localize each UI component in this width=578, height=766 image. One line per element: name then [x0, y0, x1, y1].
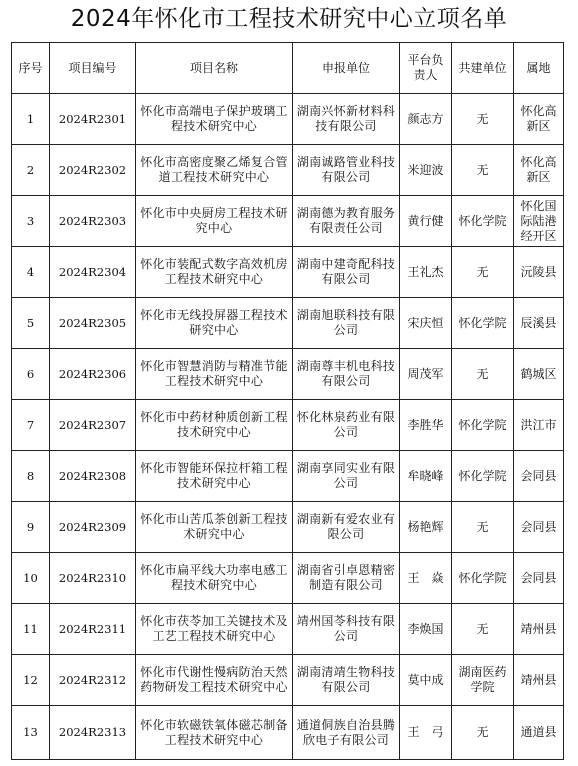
cell-area: 怀化高新区 — [514, 145, 564, 196]
cell-no: 9 — [12, 502, 50, 553]
cell-area: 靖州县 — [514, 604, 564, 655]
cell-code: 2024R2312 — [50, 655, 136, 706]
cell-unit: 湖南德为教育服务有限责任公司 — [293, 196, 400, 247]
cell-person: 李焕国 — [400, 604, 452, 655]
cell-person: 米迎波 — [400, 145, 452, 196]
table-row — [12, 145, 564, 196]
cell-area: 怀化国际陆港经开区 — [514, 196, 564, 247]
cell-area: 沅陵县 — [514, 247, 564, 298]
header-name: 项目名称 — [136, 43, 293, 94]
cell-code: 2024R2309 — [50, 502, 136, 553]
cell-co: 无 — [452, 604, 514, 655]
cell-name: 怀化市中央厨房工程技术研究中心 — [136, 196, 293, 247]
cell-name: 怀化市代谢性慢病防治天然药物研发工程技术研究中心 — [136, 655, 293, 706]
cell-co: 怀化学院 — [452, 451, 514, 502]
cell-person: 宋庆恒 — [400, 298, 452, 349]
cell-name: 怀化市无线投屏器工程技术研究中心 — [136, 298, 293, 349]
cell-person: 周茂军 — [400, 349, 452, 400]
cell-no: 13 — [12, 706, 50, 760]
cell-no: 11 — [12, 604, 50, 655]
cell-person: 王 焱 — [400, 553, 452, 604]
cell-code: 2024R2310 — [50, 553, 136, 604]
cell-unit: 通道侗族自治县腾欣电子有限公司 — [293, 706, 400, 760]
cell-no: 1 — [12, 94, 50, 145]
cell-person: 李胜华 — [400, 400, 452, 451]
cell-code: 2024R2303 — [50, 196, 136, 247]
cell-code: 2024R2307 — [50, 400, 136, 451]
header-area: 属地 — [514, 43, 564, 94]
cell-area: 会同县 — [514, 502, 564, 553]
cell-code: 2024R2305 — [50, 298, 136, 349]
table-row — [12, 706, 564, 760]
cell-no: 10 — [12, 553, 50, 604]
cell-name: 怀化市装配式数字高效机房工程技术研究中心 — [136, 247, 293, 298]
cell-unit: 湖南享同实业有限公司 — [293, 451, 400, 502]
cell-unit: 湖南省引卓恩精密制造有限公司 — [293, 553, 400, 604]
cell-area: 会同县 — [514, 451, 564, 502]
cell-person: 颜志方 — [400, 94, 452, 145]
cell-code: 2024R2304 — [50, 247, 136, 298]
cell-unit: 怀化林泉药业有限公司 — [293, 400, 400, 451]
cell-person: 牟晓峰 — [400, 451, 452, 502]
cell-person: 莫中成 — [400, 655, 452, 706]
table-row — [12, 349, 564, 400]
table-row — [12, 94, 564, 145]
cell-area: 怀化高新区 — [514, 94, 564, 145]
table-row — [12, 604, 564, 655]
cell-name: 怀化市高端电子保护玻璃工程技术研究中心 — [136, 94, 293, 145]
header-no: 序号 — [12, 43, 50, 94]
cell-area: 靖州县 — [514, 655, 564, 706]
table-row — [12, 298, 564, 349]
cell-name: 怀化市高密度聚乙烯复合管道工程技术研究中心 — [136, 145, 293, 196]
cell-unit: 湖南兴怀新材料科技有限公司 — [293, 94, 400, 145]
cell-name: 怀化市软磁铁氧体磁芯制备工程技术研究中心 — [136, 706, 293, 760]
table-row — [12, 196, 564, 247]
page-title: 2024年怀化市工程技术研究中心立项名单 — [70, 6, 508, 32]
cell-area: 通道县 — [514, 706, 564, 760]
cell-unit: 靖州国苓科技有限公司 — [293, 604, 400, 655]
cell-person: 黄行健 — [400, 196, 452, 247]
cell-area: 会同县 — [514, 553, 564, 604]
cell-unit: 湖南新有爱农业有限公司 — [293, 502, 400, 553]
table-header-row — [12, 43, 564, 94]
table-row — [12, 502, 564, 553]
cell-code: 2024R2302 — [50, 145, 136, 196]
cell-no: 8 — [12, 451, 50, 502]
table-row — [12, 553, 564, 604]
table-row — [12, 655, 564, 706]
cell-area: 鹤城区 — [514, 349, 564, 400]
cell-co: 怀化学院 — [452, 553, 514, 604]
table-row — [12, 451, 564, 502]
cell-no: 6 — [12, 349, 50, 400]
cell-name: 怀化市茯苓加工关键技术及工艺工程技术研究中心 — [136, 604, 293, 655]
table-row — [12, 400, 564, 451]
cell-code: 2024R2306 — [50, 349, 136, 400]
cell-co: 怀化学院 — [452, 298, 514, 349]
cell-co: 无 — [452, 349, 514, 400]
cell-co: 湖南医药学院 — [452, 655, 514, 706]
header-code: 项目编号 — [50, 43, 136, 94]
cell-no: 2 — [12, 145, 50, 196]
cell-co: 无 — [452, 247, 514, 298]
cell-code: 2024R2301 — [50, 94, 136, 145]
cell-co: 怀化学院 — [452, 400, 514, 451]
cell-code: 2024R2311 — [50, 604, 136, 655]
cell-co: 无 — [452, 502, 514, 553]
cell-co: 无 — [452, 94, 514, 145]
cell-no: 3 — [12, 196, 50, 247]
cell-code: 2024R2308 — [50, 451, 136, 502]
cell-name: 怀化市智慧消防与精准节能工程技术研究中心 — [136, 349, 293, 400]
cell-co: 无 — [452, 706, 514, 760]
cell-person: 王 弓 — [400, 706, 452, 760]
cell-name: 怀化市智能环保拉杆箱工程技术研究中心 — [136, 451, 293, 502]
cell-name: 怀化市扁平线大功率电感工程技术研究中心 — [136, 553, 293, 604]
cell-no: 12 — [12, 655, 50, 706]
cell-person: 杨艳辉 — [400, 502, 452, 553]
cell-no: 4 — [12, 247, 50, 298]
cell-area: 辰溪县 — [514, 298, 564, 349]
cell-no: 5 — [12, 298, 50, 349]
table-row — [12, 247, 564, 298]
cell-name: 怀化市中药材种质创新工程技术研究中心 — [136, 400, 293, 451]
cell-co: 无 — [452, 145, 514, 196]
cell-unit: 湖南清靖生物科技有限公司 — [293, 655, 400, 706]
cell-code: 2024R2313 — [50, 706, 136, 760]
cell-name: 怀化市山苦瓜茶创新工程技术研究中心 — [136, 502, 293, 553]
project-table — [11, 42, 564, 760]
cell-no: 7 — [12, 400, 50, 451]
header-person: 平台负责人 — [400, 43, 452, 94]
cell-unit: 湖南诚路管业科技有限公司 — [293, 145, 400, 196]
cell-unit: 湖南旭联科技有限公司 — [293, 298, 400, 349]
cell-co: 怀化学院 — [452, 196, 514, 247]
header-co: 共建单位 — [452, 43, 514, 94]
cell-area: 洪江市 — [514, 400, 564, 451]
cell-unit: 湖南尊丰机电科技有限公司 — [293, 349, 400, 400]
header-unit: 申报单位 — [293, 43, 400, 94]
cell-unit: 湖南中建奇配科技有限公司 — [293, 247, 400, 298]
cell-person: 王礼杰 — [400, 247, 452, 298]
